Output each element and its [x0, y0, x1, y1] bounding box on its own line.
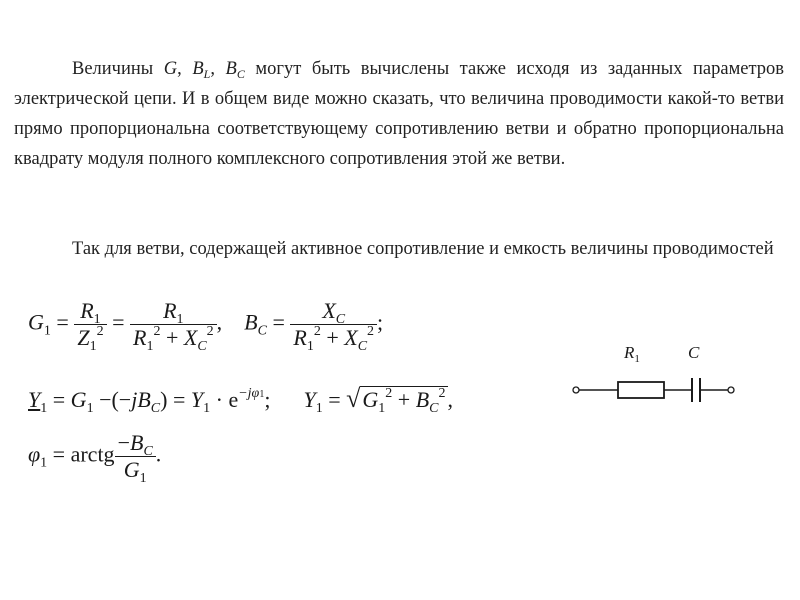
paragraph-rc-branch: Так для ветви, содержащей активное сопротивление и емкость величины проводимостей [72, 239, 774, 259]
resistor-label: $R_1$ [624, 343, 640, 365]
formula-g1-bc: $G_1$ = $\frac{R_1}{Z_1^2}$ = $\frac{R_1}{R_1^2 + X_C^2}$ , $B_C$ = $\frac{X_C}{R_1^2 + X_C^2}$ ; [28, 298, 384, 354]
capacitor-label: C [688, 343, 700, 362]
resistor-symbol [618, 382, 664, 398]
formula-y1: $Y_1 = G_1 -(-jB_C) = Y_1 \cdot e^{-j\varphi 1}$; $Y_1 = √G_1^2 + B_C^2$, [28, 384, 453, 416]
rc-circuit-diagram [570, 370, 740, 410]
formula-phi1: $\varphi_1$ = arctg $\frac{-B_C}{G_1}$ . [28, 430, 162, 486]
paragraph-intro: Величины G, $B_L$, $B_C$ могут быть вычислены также исходя из заданных параметров электрической цепи. И в общем виде можно сказать, что величина проводимости какой-то ветви прямо пропорциональна соответствующему сопротивлению ветви и обратно пропорциональна квадрату модуля полного комплексного сопротивления этой же ветви. [14, 59, 785, 169]
output-terminal [728, 387, 734, 393]
input-terminal [573, 387, 579, 393]
